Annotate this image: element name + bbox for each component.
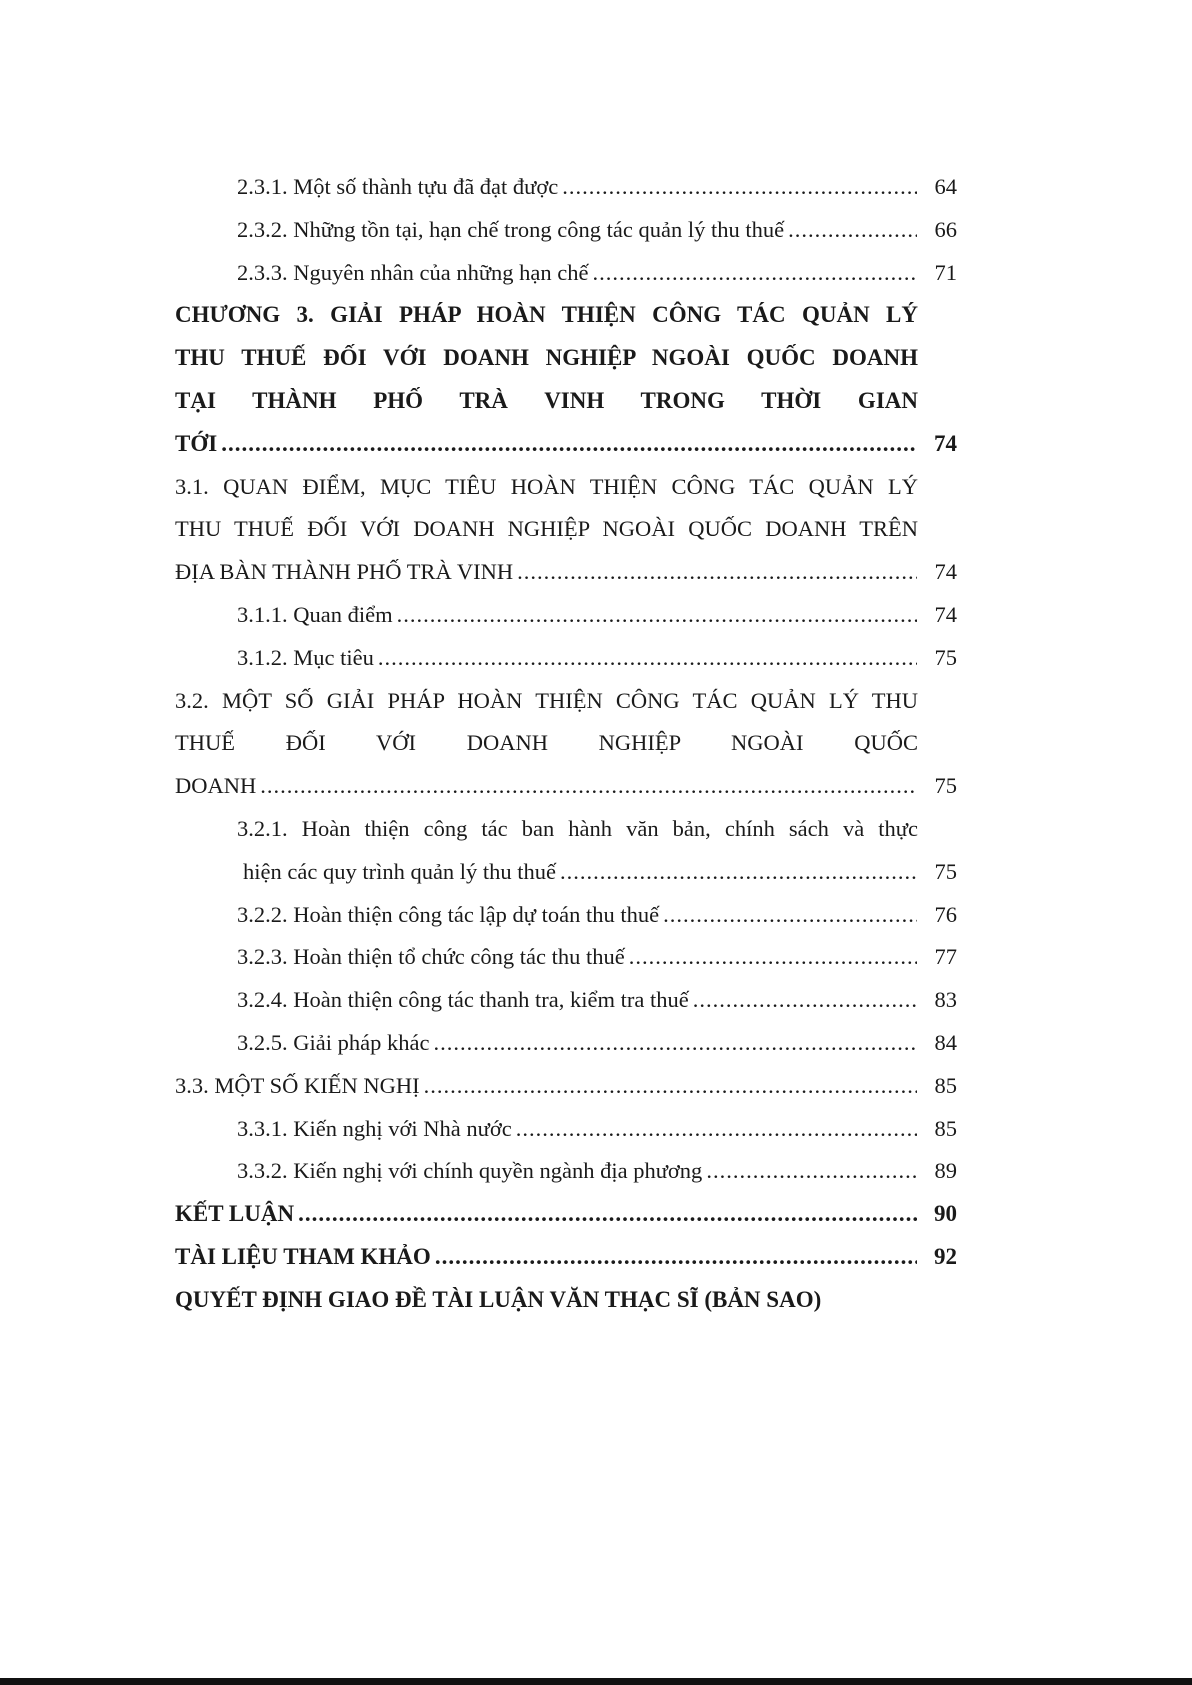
toc-page-number: 75 <box>934 644 957 670</box>
toc-entry-3-1-1 <box>175 594 957 637</box>
toc-thesis-decision <box>175 1279 957 1322</box>
toc-page-number: 89 <box>934 1158 957 1184</box>
toc-entry-3-2-1-line-1 <box>175 808 957 851</box>
toc-section-text: THU THUẾ ĐỐI VỚI DOANH NGHIỆP NGOÀI QUỐC DOANH TRÊN <box>175 516 918 542</box>
toc-references <box>175 1236 957 1279</box>
dot-leader <box>433 1022 917 1065</box>
toc-page-number: 92 <box>934 1243 957 1269</box>
toc-section-text: 3.1. QUAN ĐIỂM, MỤC TIÊU HOÀN THIỆN CÔNG TÁC QUẢN LÝ <box>175 473 918 499</box>
toc-entry-3-1-2 <box>175 637 957 680</box>
dot-leader <box>298 1193 917 1236</box>
dot-leader <box>516 1108 917 1151</box>
toc-chapter-text: THU THUẾ ĐỐI VỚI DOANH NGHIỆP NGOÀI QUỐC DOANH <box>175 345 918 371</box>
dot-leader <box>788 209 917 252</box>
toc-section-3-2-line-3 <box>175 765 957 808</box>
dot-leader <box>397 594 917 637</box>
toc-entry-3-2-3 <box>175 936 957 979</box>
dot-leader <box>560 851 917 894</box>
toc-chapter-text: CHƯƠNG 3. GIẢI PHÁP HOÀN THIỆN CÔNG TÁC QUẢN LÝ <box>175 302 918 328</box>
toc-page-number: 76 <box>934 901 957 927</box>
toc-entry-3-2-1-line-2 <box>175 851 957 894</box>
dot-leader <box>260 765 917 808</box>
dot-leader <box>517 551 917 594</box>
dot-leader <box>562 166 917 209</box>
toc-chapter-text: KẾT LUẬN <box>175 1201 295 1227</box>
toc-chapter-3-line-4 <box>175 423 957 466</box>
toc-section-3-1-line-2 <box>175 508 957 551</box>
toc-page-number: 71 <box>934 259 957 285</box>
toc-entry-text: 3.2.5. Giải pháp khác <box>237 1029 430 1055</box>
toc-section-3-2-line-2 <box>175 722 957 765</box>
toc-entry-3-2-2 <box>175 894 957 937</box>
toc-page-number: 77 <box>934 944 957 970</box>
toc-section-3-1-line-3 <box>175 551 957 594</box>
toc-page-number: 85 <box>934 1072 957 1098</box>
toc-entry-text: 3.2.2. Hoàn thiện công tác lập dự toán thu thuế <box>237 901 660 927</box>
toc-page-number: 83 <box>934 987 957 1013</box>
dot-leader <box>706 1150 917 1193</box>
toc-section-text: 3.3. MỘT SỐ KIẾN NGHỊ <box>175 1072 420 1098</box>
toc-entry-text: 3.3.2. Kiến nghị với chính quyền ngành địa phương <box>237 1158 703 1184</box>
toc-section-text: 3.2. MỘT SỐ GIẢI PHÁP HOÀN THIỆN CÔNG TÁC QUẢN LÝ THU <box>175 687 918 713</box>
toc-entry-3-3-1 <box>175 1108 957 1151</box>
toc-entry-text: 2.3.2. Những tồn tại, hạn chế trong công tác quản lý thu thuế <box>237 216 785 242</box>
toc-chapter-text: TẠI THÀNH PHỐ TRÀ VINH TRONG THỜI GIAN <box>175 387 918 413</box>
toc-section-3-2-line-1 <box>175 680 957 723</box>
toc-conclusion <box>175 1193 957 1236</box>
dot-leader <box>663 894 917 937</box>
toc-page-number: 90 <box>934 1201 957 1227</box>
toc-page-number: 85 <box>934 1115 957 1141</box>
toc-page-number: 84 <box>934 1029 957 1055</box>
dot-leader <box>435 1236 917 1279</box>
toc-entry-text: hiện các quy trình quản lý thu thuế <box>243 858 557 884</box>
dot-leader <box>221 423 917 466</box>
toc-chapter-text: TÀI LIỆU THAM KHẢO <box>175 1243 431 1269</box>
toc-page-number: 75 <box>934 858 957 884</box>
dot-leader <box>629 936 917 979</box>
toc-page-number: 75 <box>934 773 957 799</box>
toc-entry-text: 3.1.2. Mục tiêu <box>237 644 374 670</box>
toc-entry-text: 3.2.3. Hoàn thiện tổ chức công tác thu thuế <box>237 944 625 970</box>
dot-leader <box>424 1065 917 1108</box>
toc-page-number: 64 <box>934 174 957 199</box>
toc-entry-3-2-5 <box>175 1022 957 1065</box>
toc-page-number: 74 <box>934 559 957 585</box>
toc-section-text: ĐỊA BÀN THÀNH PHỐ TRÀ VINH <box>175 559 514 585</box>
toc-entry-text: 3.2.4. Hoàn thiện công tác thanh tra, kiểm tra thuế <box>237 987 689 1013</box>
toc-section-3-3 <box>175 1065 957 1108</box>
dot-leader <box>378 637 917 680</box>
toc-section-3-1-line-1 <box>175 466 957 509</box>
toc-entry-text: 2.3.3. Nguyên nhân của những hạn chế <box>237 259 589 285</box>
toc-entry-3-3-2 <box>175 1150 957 1193</box>
dot-leader <box>693 979 917 1022</box>
toc-chapter-text: TỚI <box>175 430 218 456</box>
toc-entry-2-3-1 <box>175 166 957 209</box>
toc-section-text: DOANH <box>175 773 257 799</box>
toc-entry-text: 3.3.1. Kiến nghị với Nhà nước <box>237 1115 512 1141</box>
table-of-contents <box>175 166 957 1322</box>
toc-entry-2-3-3 <box>175 252 957 295</box>
toc-entry-2-3-2 <box>175 209 957 252</box>
toc-entry-text: 3.1.1. Quan điểm <box>237 601 393 627</box>
toc-page-number: 74 <box>934 430 957 456</box>
bottom-edge-bar <box>0 1678 1192 1685</box>
toc-entry-text: 3.2.1. Hoàn thiện công tác ban hành văn bản, chính sách và thực <box>237 815 918 841</box>
dot-leader <box>592 252 917 295</box>
toc-page-number: 66 <box>934 216 957 242</box>
toc-chapter-3-line-3 <box>175 380 957 423</box>
toc-entry-3-2-4 <box>175 979 957 1022</box>
toc-page-number: 74 <box>934 601 957 627</box>
toc-section-text: THUẾ ĐỐI VỚI DOANH NGHIỆP NGOÀI QUỐC <box>175 730 918 756</box>
toc-chapter-3-line-2 <box>175 337 957 380</box>
toc-chapter-3-line-1 <box>175 294 957 337</box>
toc-entry-text: 2.3.1. Một số thành tựu đã đạt được <box>237 174 559 199</box>
toc-chapter-text: QUYẾT ĐỊNH GIAO ĐỀ TÀI LUẬN VĂN THẠC SĨ (BẢN SAO) <box>175 1286 822 1312</box>
